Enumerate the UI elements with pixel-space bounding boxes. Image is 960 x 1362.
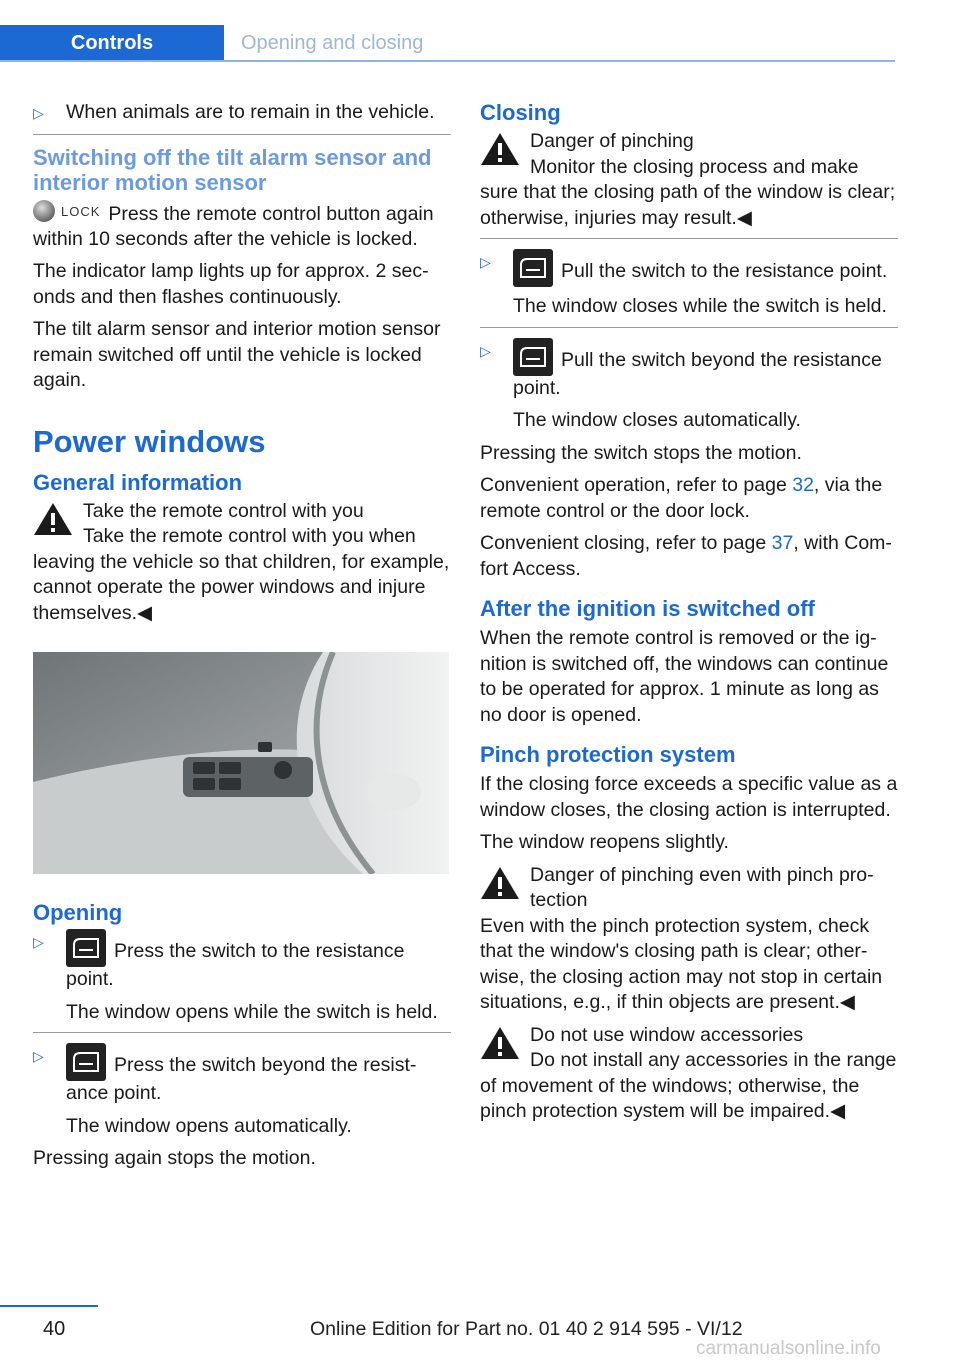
bullet-triangle-icon: ▷ <box>480 342 491 359</box>
header-tab-controls: Controls <box>0 25 224 61</box>
opening-bullet-2: ▷ Press the switch beyond the resist‐ ance point. The window opens automatically. <box>33 1043 451 1139</box>
window-switch-icon <box>513 338 553 376</box>
bullet-triangle-icon: ▷ <box>33 105 44 121</box>
closing-heading: Closing <box>480 100 561 125</box>
warning-triangle-icon <box>480 1025 520 1061</box>
warning-triangle-icon <box>33 501 73 537</box>
general-info-heading: General information <box>33 469 243 495</box>
bullet-triangle-icon: ▷ <box>480 254 491 270</box>
warning-pinch-protection: Danger of pinching even with pinch pro‐tection Even with the pinch protection system, check that the window's closing path is clear; other‐wise, the closing action may not stop in certain situations, e.g., if thin objects are present.◀ <box>480 863 883 1013</box>
header-rule <box>0 60 895 62</box>
door-panel-illustration <box>33 652 449 874</box>
pinch-heading: Pinch protection system <box>480 742 736 767</box>
opening-paragraph: Pressing again stops the motion. <box>33 1147 316 1170</box>
tilt-paragraph-3: The tilt alarm sensor and interior motion sensor remain switched off until the vehicle is locked again. <box>33 318 441 392</box>
warning-triangle-icon <box>480 865 520 901</box>
ignition-heading: After the ignition is switched off <box>480 596 815 621</box>
page-link-32[interactable]: 32 <box>792 474 814 496</box>
divider <box>480 327 898 328</box>
closing-paragraph-2: Convenient operation, refer to page 32, via the remote control or the door lock. <box>480 474 883 522</box>
bullet-animals: ▷ When animals are to remain in the vehicle. <box>33 100 451 127</box>
window-switch-icon <box>66 929 106 967</box>
tilt-heading: Switching off the tilt alarm sensor and interior motion sensor <box>33 144 432 195</box>
tilt-paragraph-2: The indicator lamp lights up for approx. 2 sec‐onds and then flashes continuously. <box>33 260 429 308</box>
left-column <box>33 100 451 1179</box>
opening-bullet-1: ▷ Press the switch to the resistance point. The window opens while the switch is held. <box>33 929 451 1025</box>
footer-rule <box>0 1305 98 1307</box>
right-column <box>480 100 898 1132</box>
warning-accessories: Do not use window accessories Do not install any accessories in the range of movement of the windows; otherwise, the pinch protection system will be impaired.◀ <box>480 1023 897 1122</box>
power-windows-heading: Power windows <box>33 423 266 459</box>
watermark: carmanualsonline.info <box>696 1338 881 1359</box>
door-switch-photo <box>33 652 449 874</box>
warning-remote-control: Take the remote control with you Take the remote control with you when leaving the vehicle so that children, for example, cannot operate the power windows and injure themselves.◀ <box>33 499 450 624</box>
tilt-paragraph-1: LOCK Press the remote control button again within 10 seconds after the vehicle is locked. <box>33 199 451 253</box>
closing-bullet-1: ▷ Pull the switch to the resistance point. The window closes while the switch is held. <box>480 249 898 320</box>
window-switch-icon <box>66 1043 106 1081</box>
window-switch-icon <box>513 249 553 287</box>
warning-triangle-icon <box>480 131 520 167</box>
bullet-triangle-icon: ▷ <box>33 1048 44 1065</box>
ignition-paragraph: When the remote control is removed or the ig‐nition is switched off, the windows can continue to be operated for approx. 1 minute as long as no door is opened. <box>480 627 889 726</box>
opening-heading: Opening <box>33 900 123 926</box>
page-number: 40 <box>43 1318 66 1340</box>
remote-button-icon <box>33 200 55 222</box>
remote-lock-icon: LOCK <box>33 199 100 225</box>
closing-paragraph-1: Pressing the switch stops the motion. <box>480 441 802 464</box>
divider <box>33 1032 451 1033</box>
closing-bullet-2: ▷ Pull the switch beyond the resistance point. The window closes automatically. <box>480 338 898 434</box>
header-tab-section: Opening and closing <box>241 31 424 54</box>
closing-paragraph-3: Convenient closing, refer to page 37, with Com‐fort Access. <box>480 532 892 580</box>
edition-line: Online Edition for Part no. 01 40 2 914 595 - VI/12 <box>310 1318 743 1340</box>
pinch-paragraph-2: The window reopens slightly. <box>480 831 729 853</box>
warning-pinching: Danger of pinching Monitor the closing process and make sure that the closing path of the window is clear; otherwise, injuries may result.◀ <box>480 130 896 229</box>
bullet-triangle-icon: ▷ <box>33 934 44 951</box>
page-link-37[interactable]: 37 <box>771 532 794 554</box>
divider <box>480 238 898 239</box>
pinch-paragraph-1: If the closing force exceeds a specific value as a window closes, the closing action is interrupted. <box>480 773 898 821</box>
divider <box>33 134 451 135</box>
